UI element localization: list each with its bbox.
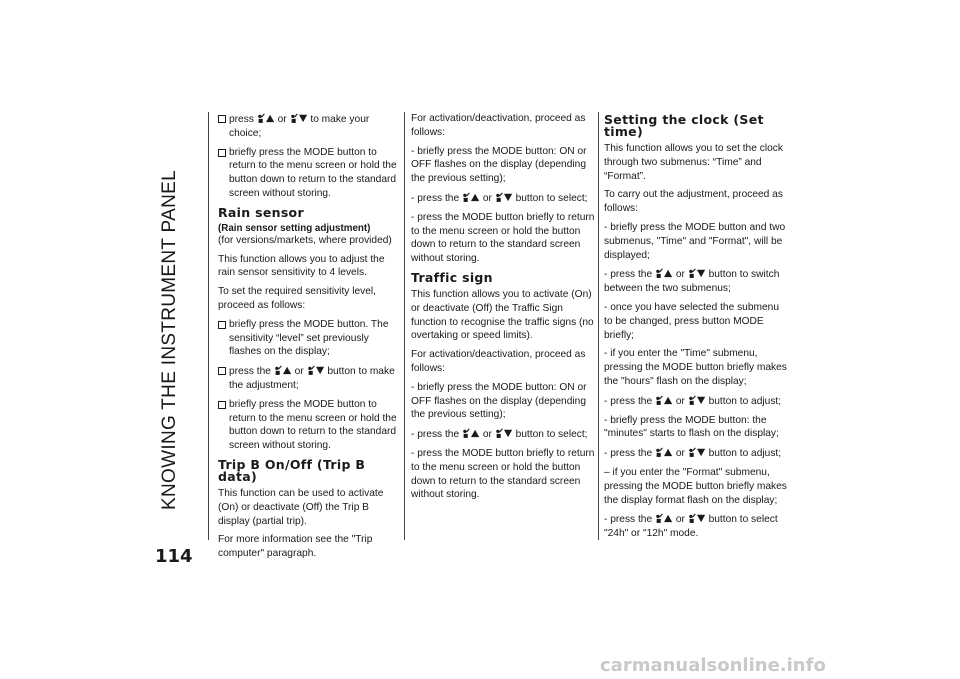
hand-down-button-icon: [688, 394, 706, 406]
traffic-sign-heading: Traffic sign: [411, 269, 493, 285]
text: button to switch between the two submenus;: [604, 269, 780, 295]
site-watermark[interactable]: carmanualsonline.info: [600, 655, 826, 676]
hand-up-button-icon: [462, 191, 480, 203]
text: to make your choice;: [229, 114, 370, 139]
paragraph: [411, 427, 596, 442]
hand-up-button-icon: [274, 364, 292, 376]
paragraph: To set the required sensitivity level, proceed as follows:: [218, 286, 376, 311]
paragraph: - briefly press the MODE button: ON or OFF flashes on the display (depending the previous setting);: [411, 145, 587, 185]
paragraph: This function can be used to activate (On) or deactivate (Off) the Trip B display (partial trip).: [218, 487, 384, 527]
paragraph: This function allows you to set the clock through two submenus: “Time” and “Format”.: [604, 143, 783, 182]
text: - press the: [604, 514, 653, 526]
text: - press the: [604, 395, 653, 407]
paragraph: [411, 191, 596, 206]
text: press the: [229, 366, 271, 378]
checkbox-bullet-icon: [218, 367, 226, 375]
paragraph: - briefly press the MODE button and two submenus, "Time" and "Format", will be displayed;: [604, 221, 786, 261]
text: button to select;: [515, 192, 588, 204]
paragraph: [604, 512, 789, 541]
paragraph: – if you enter the "Format" submenu, pressing the MODE button briefly makes the display format flash on the display;: [604, 466, 787, 506]
bullet-item: [218, 364, 403, 393]
paragraph: - once you have selected the submenu to be changed, press button MODE briefly;: [604, 301, 779, 341]
text: or: [675, 269, 685, 281]
paragraph: - if you enter the "Time" submenu, pressing the MODE button briefly makes the "hours" flash on the display;: [604, 348, 787, 387]
side-chapter-title: KNOWING THE INSTRUMENT PANEL: [159, 170, 180, 510]
rain-sensor-note: (for versions/markets, where provided): [218, 234, 392, 246]
hand-down-button-icon: [290, 112, 308, 124]
paragraph: This function allows you to adjust the rain sensor sensitivity to 4 levels.: [218, 253, 385, 279]
column-divider: [404, 112, 405, 540]
bullet-item: [218, 318, 403, 359]
hand-up-button-icon: [257, 112, 275, 124]
paragraph: - briefly press the MODE button: the "minutes" starts to flash on the display;: [604, 414, 779, 440]
text: or: [277, 114, 287, 125]
column-2: [411, 112, 596, 507]
hand-down-button-icon: [688, 267, 706, 279]
hand-down-button-icon: [495, 191, 513, 203]
rain-sensor-subheading: (Rain sensor setting adjustment): [218, 222, 371, 234]
text: button to make the adjustment;: [229, 366, 395, 391]
hand-up-button-icon: [655, 394, 673, 406]
paragraph: For more information see the "Trip computer" paragraph.: [218, 534, 373, 560]
paragraph: - press the MODE button briefly to return to the menu screen or hold the button down to return to the standard screen without storing.: [411, 447, 595, 501]
hand-down-button-icon: [307, 364, 325, 376]
text: - press the: [604, 448, 653, 460]
paragraph: - press the MODE button briefly to return to the menu screen or hold the button down to return to the standard screen without storing.: [411, 211, 595, 265]
hand-up-button-icon: [462, 427, 480, 439]
text: or: [294, 366, 304, 378]
text: or: [675, 448, 685, 460]
column-3: [604, 112, 789, 546]
paragraph: This function allows you to activate (On) or deactivate (Off) the Traffic Sign function to recognise the traffic signs (no overtaking or speed limits).: [411, 288, 594, 342]
hand-up-button-icon: [655, 446, 673, 458]
text: button to adjust;: [708, 395, 782, 407]
checkbox-bullet-icon: [218, 401, 226, 409]
paragraph: [604, 267, 789, 296]
text: briefly press the MODE button to return to the menu screen or hold the button down to return to the standard screen without storing.: [229, 398, 397, 452]
text: press: [229, 114, 254, 125]
checkbox-bullet-icon: [218, 115, 226, 123]
paragraph: [604, 446, 789, 461]
trip-b-heading: Trip B On/Off (Trip B data): [218, 456, 366, 484]
column-divider: [208, 112, 209, 540]
text: briefly press the MODE button. The sensitivity “level” set previously flashes on the display;: [229, 318, 389, 358]
paragraph: - briefly press the MODE button: ON or OFF flashes on the display (depending the previous setting);: [411, 381, 587, 421]
text: button to select;: [515, 429, 588, 441]
paragraph: For activation/deactivation, proceed as follows:: [411, 113, 586, 138]
text: or: [482, 429, 492, 441]
hand-down-button-icon: [688, 446, 706, 458]
checkbox-bullet-icon: [218, 149, 226, 157]
hand-up-button-icon: [655, 267, 673, 279]
hand-down-button-icon: [495, 427, 513, 439]
column-1: [218, 112, 403, 566]
paragraph: To carry out the adjustment, proceed as follows:: [604, 189, 783, 215]
paragraph: For activation/deactivation, proceed as follows:: [411, 349, 586, 374]
paragraph: [604, 394, 789, 409]
text: - press the: [411, 192, 460, 204]
column-divider: [598, 112, 599, 540]
page-number: 114: [155, 546, 193, 567]
hand-up-button-icon: [655, 512, 673, 524]
bullet-item: [218, 146, 403, 201]
text: - press the: [411, 429, 460, 441]
bullet-item: [218, 398, 403, 453]
checkbox-bullet-icon: [218, 321, 226, 329]
text: - press the: [604, 269, 653, 281]
text: or: [675, 395, 685, 407]
text: button to select "24h" or "12h" mode.: [604, 514, 778, 540]
bullet-item: [218, 112, 403, 141]
text: or: [482, 192, 492, 204]
hand-down-button-icon: [688, 512, 706, 524]
text: button to adjust;: [708, 448, 782, 460]
set-clock-heading: Setting the clock (Set time): [604, 112, 764, 139]
rain-sensor-heading: Rain sensor: [218, 204, 304, 220]
text: or: [675, 514, 685, 526]
text: briefly press the MODE button to return to the menu screen or hold the button down to return to the standard screen without storing.: [229, 146, 397, 199]
